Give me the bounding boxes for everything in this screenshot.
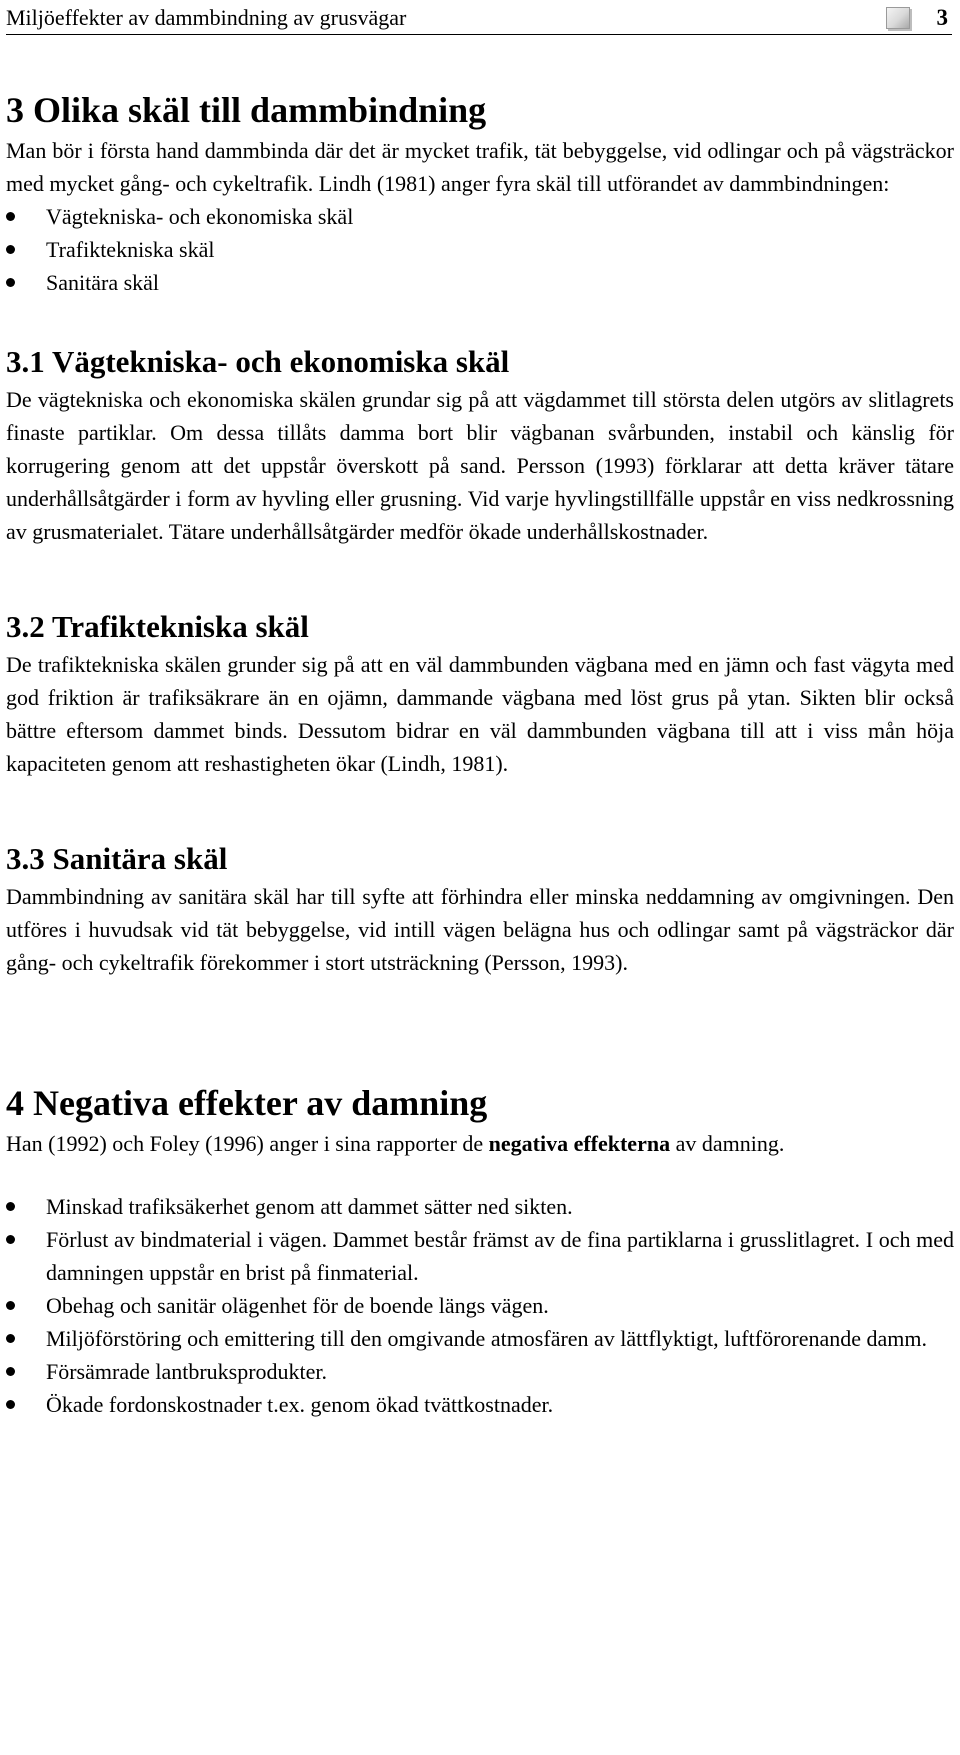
list-item: Miljöförstöring och emittering till den omgivande atmosfären av lättflyktigt, luftförorenande damm. <box>6 1322 954 1355</box>
list-item: Försämrade lantbruksprodukter. <box>6 1355 954 1388</box>
list-item: Minskad trafiksäkerhet genom att dammet sätter ned sikten. <box>6 1190 954 1223</box>
section-3-1-heading: 3.1 Vägtekniska- och ekonomiska skäl <box>6 344 510 379</box>
document-title: Miljöeffekter av dammbindning av grusvägar <box>6 5 407 30</box>
bullet-icon <box>6 1202 15 1211</box>
list-item: Ökade fordonskostnader t.ex. genom ökad tvättkostnader. <box>6 1388 954 1421</box>
list-item: Vägtekniska- och ekonomiska skäl <box>6 200 954 233</box>
bullet-icon <box>6 212 15 221</box>
effects-list <box>6 1190 954 1421</box>
section-4-heading: 4 Negativa effekter av damning <box>6 1083 488 1123</box>
emphasis-text: negativa effekterna <box>488 1131 671 1156</box>
page-number: 3 <box>936 5 948 30</box>
section-3-3-text: Dammbindning av sanitära skäl har till syfte att förhindra eller minska neddamning av omgivningen. Den utföres i huvudsak vid tät bebyggelse, vid intill vägen belägna hus och odlingar samt på vägsträckor där gång- och cykeltrafik förekommer i stort utsträckning (Persson, 1993). <box>6 884 954 975</box>
bullet-icon <box>6 245 15 254</box>
section-3-1-text: De vägtekniska och ekonomiska skälen grundar sig på att vägdammet till största delen utgörs av slitlagrets finaste partiklar. Om dessa tillåts damma bort blir vägbanan svårbunden, instabil och känslig för korrugering genom att det uppstår överskott på sand. Persson (1993) förklarar att detta kräver tätare underhållsåtgärder i form av hyvling eller grusning. Vid varje hyvlingstillfälle uppstår en viss nedkrossning av grusmaterialet. Tätare underhållsåtgärder medför ökade underhållskostnader. <box>6 387 954 544</box>
bullet-icon <box>6 1301 15 1310</box>
list-item: Sanitära skäl <box>6 266 954 299</box>
bullet-icon <box>6 1367 15 1376</box>
bullet-icon <box>6 1334 15 1343</box>
section-4-intro: Han (1992) och Foley (1996) anger i sina rapporter de negativa effekterna av damning. <box>6 1131 785 1156</box>
bullet-icon <box>6 1400 15 1409</box>
document-body <box>6 86 954 1421</box>
section-3-2-text: De trafiktekniska skälen grunder sig på att en väl dammbunden vägbana med en jämn och fast vägyta med god friktion är trafiksäkrare än en ojämn, dammande vägbana med löst grus på ytan. Sikten blir också bättre eftersom dammet binds. Dessutom bidrar en väl dammbunden vägbana till att i viss mån höja kapaciteten genom att reshastigheten ökar (Lindh, 1981). <box>6 652 954 776</box>
list-item: Förlust av bindmaterial i vägen. Dammet består främst av de fina partiklarna i grusslitlagret. I och med damningen uppstår en brist på finmaterial. <box>6 1223 954 1289</box>
running-header <box>6 2 952 35</box>
section-3-3-heading: 3.3 Sanitära skäl <box>6 841 228 876</box>
reasons-list <box>6 200 954 299</box>
list-item: Trafiktekniska skäl <box>6 233 954 266</box>
bullet-icon <box>6 1235 15 1244</box>
section-3-intro: Man bör i första hand dammbinda där det är mycket trafik, tät bebyggelse, vid odlingar och på vägsträckor med mycket gång- och cykeltrafik. Lindh (1981) anger fyra skäl till utförandet av dammbindningen: <box>6 138 954 196</box>
list-item: Obehag och sanitär olägenhet för de boende längs vägen. <box>6 1289 954 1322</box>
page-box-icon <box>886 7 910 29</box>
bullet-icon <box>6 278 15 287</box>
section-3-heading: 3 Olika skäl till dammbindning <box>6 90 487 130</box>
section-3-2-heading: 3.2 Trafiktekniska skäl <box>6 609 309 644</box>
